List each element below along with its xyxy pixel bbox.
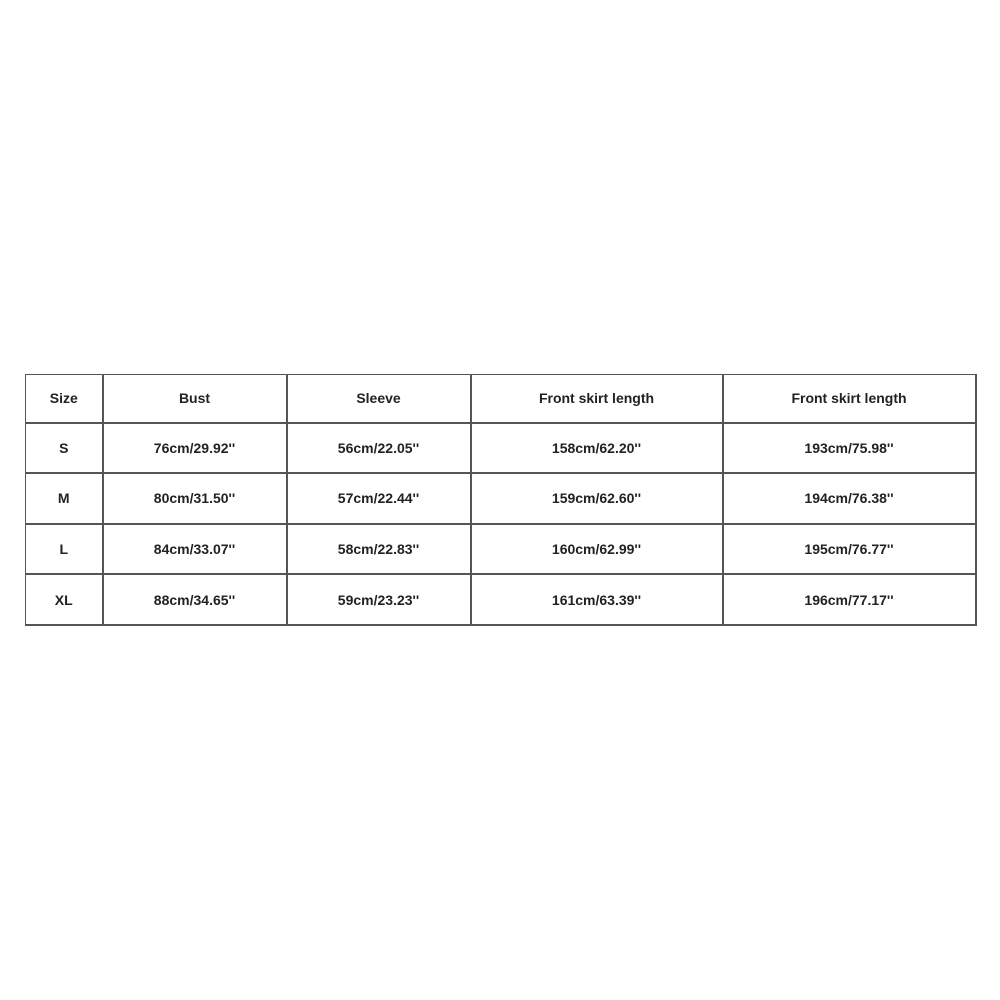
header-bust: Bust bbox=[103, 375, 287, 423]
table-row bbox=[26, 524, 976, 575]
header-front-skirt-length: Front skirt length bbox=[471, 375, 723, 423]
table-cell-size: S bbox=[26, 423, 103, 474]
header-size: Size bbox=[26, 375, 103, 423]
table-cell-bust: 76cm/29.92'' bbox=[103, 423, 287, 474]
table-cell-front-skirt-length-2: 195cm/76.77'' bbox=[723, 524, 976, 575]
table-row bbox=[26, 423, 976, 474]
table-cell-front-skirt-length: 159cm/62.60'' bbox=[471, 473, 723, 524]
size-chart-table bbox=[25, 374, 977, 626]
table-cell-sleeve: 58cm/22.83'' bbox=[287, 524, 471, 575]
table-cell-size: XL bbox=[26, 574, 103, 625]
table-row bbox=[26, 473, 976, 524]
table-cell-front-skirt-length-2: 193cm/75.98'' bbox=[723, 423, 976, 474]
table-cell-front-skirt-length: 161cm/63.39'' bbox=[471, 574, 723, 625]
table-row bbox=[26, 574, 976, 625]
table-cell-size: M bbox=[26, 473, 103, 524]
table-cell-front-skirt-length-2: 196cm/77.17'' bbox=[723, 574, 976, 625]
header-sleeve: Sleeve bbox=[287, 375, 471, 423]
table-cell-bust: 84cm/33.07'' bbox=[103, 524, 287, 575]
table-cell-sleeve: 57cm/22.44'' bbox=[287, 473, 471, 524]
table-cell-front-skirt-length: 158cm/62.20'' bbox=[471, 423, 723, 474]
header-front-skirt-length-2: Front skirt length bbox=[723, 375, 976, 423]
table-cell-front-skirt-length: 160cm/62.99'' bbox=[471, 524, 723, 575]
table-cell-sleeve: 59cm/23.23'' bbox=[287, 574, 471, 625]
table-cell-size: L bbox=[26, 524, 103, 575]
table-header-row bbox=[26, 375, 976, 423]
table-cell-bust: 88cm/34.65'' bbox=[103, 574, 287, 625]
table-cell-sleeve: 56cm/22.05'' bbox=[287, 423, 471, 474]
table-cell-bust: 80cm/31.50'' bbox=[103, 473, 287, 524]
table-cell-front-skirt-length-2: 194cm/76.38'' bbox=[723, 473, 976, 524]
